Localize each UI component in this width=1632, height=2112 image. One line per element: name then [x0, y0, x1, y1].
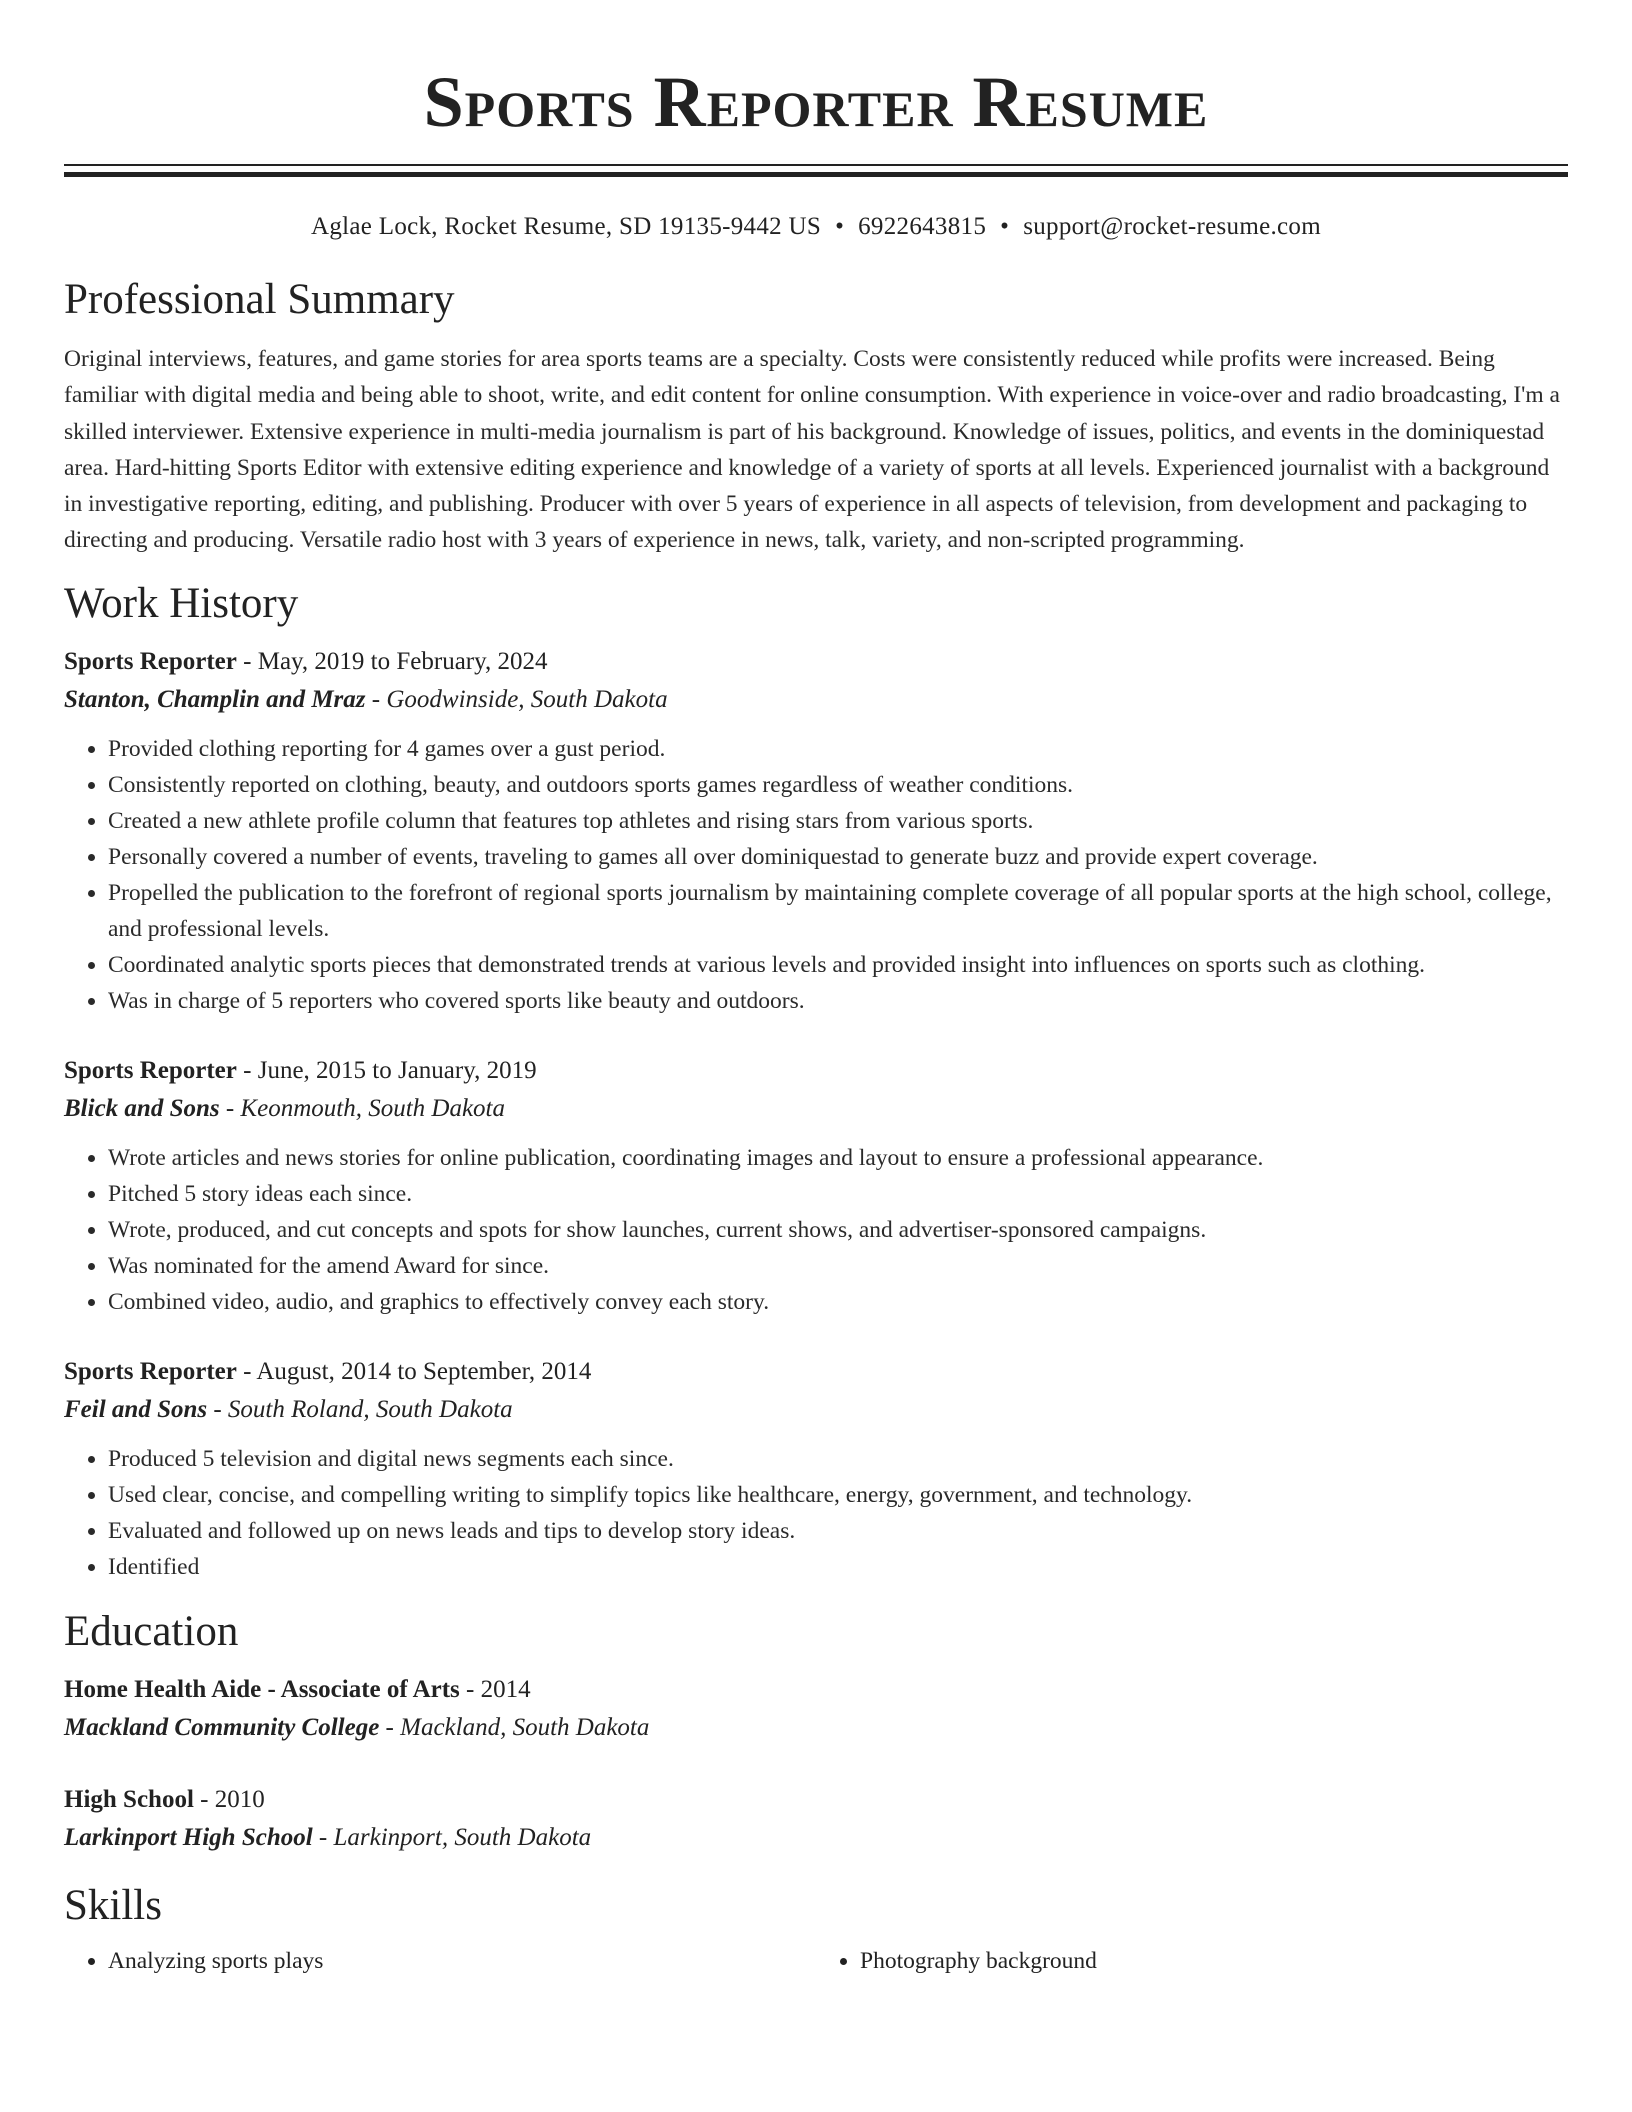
list-item: • Evaluated and followed up on news leads and tips to develop story ideas.	[108, 1513, 1568, 1549]
list-item: • Used clear, concise, and compelling writing to simplify topics like healthcare, energy, government, and technology.	[108, 1477, 1568, 1513]
job-location: - Keonmouth, South Dakota	[219, 1094, 505, 1122]
section-heading-skills: Skills	[64, 1881, 162, 1929]
job-company-line	[64, 1391, 1568, 1429]
education-entry	[64, 1781, 1568, 1857]
job-entry	[64, 1353, 1568, 1585]
list-item: • Propelled the publication to the forefront of regional sports journalism by maintaining complete coverage of all popular sports at the high school, college, and professional levels.	[108, 875, 1568, 947]
contact-email: support@rocket-resume.com	[1023, 213, 1321, 240]
education-degree: High School	[64, 1785, 194, 1813]
title-divider-thin	[64, 164, 1568, 166]
job-title-line	[64, 1353, 1568, 1391]
list-item: • Wrote articles and news stories for online publication, coordinating images and layout to ensure a professional appearance.	[108, 1140, 1568, 1176]
job-company-line	[64, 1090, 1568, 1128]
section-heading-work-history: Work History	[64, 579, 299, 627]
job-dates: - August, 2014 to September, 2014	[236, 1357, 592, 1385]
job-title: Sports Reporter	[64, 1357, 237, 1385]
list-item: • Created a new athlete profile column that features top athletes and rising stars from various sports.	[108, 803, 1568, 839]
list-item: • Photography background	[860, 1943, 1568, 1979]
list-item: • Coordinated analytic sports pieces that demonstrated trends at various levels and provided insight into influences on sports such as clothing.	[108, 947, 1568, 983]
education-location: - Larkinport, South Dakota	[312, 1823, 592, 1851]
job-company: Feil and Sons	[64, 1395, 208, 1423]
job-dates: - June, 2015 to January, 2019	[236, 1056, 537, 1084]
contact-address: Aglae Lock, Rocket Resume, SD 19135-9442 US	[311, 213, 822, 240]
job-location: - Goodwinside, South Dakota	[365, 685, 668, 713]
job-title: Sports Reporter	[64, 647, 237, 675]
education-degree: Home Health Aide - Associate of Arts	[64, 1675, 460, 1703]
job-entry	[64, 643, 1568, 1019]
list-item: • Pitched 5 story ideas each since.	[108, 1176, 1568, 1212]
section-heading-summary: Professional Summary	[64, 276, 455, 323]
job-company: Blick and Sons	[64, 1094, 220, 1122]
summary-text: Original interviews, features, and game stories for area sports teams are a specialty. Costs were consistently reduced while profits were increased. Being familiar with digital media and being able to shoot, write, and edit content for online consumption. With experience in voice-over and radio broadcasting, I'm a skilled interviewer. Extensive experience in multi-media journalism is part of his background. Knowledge of issues, politics, and events in the dominiquestad area. Hard-hitting Sports Editor with extensive editing experience and knowledge of a variety of sports at all levels. Experienced journalist with a background in investigative reporting, editing, and publishing. Producer with over 5 years of experience in all aspects of television, from development and packaging to directing and producing. Versatile radio host with 3 years of experience in news, talk, variety, and non-scripted programming.	[64, 346, 1560, 554]
skills-column-right	[816, 1943, 1568, 1979]
education-school: Larkinport High School	[64, 1823, 313, 1851]
education-school-line	[64, 1819, 1568, 1857]
list-item: • Consistently reported on clothing, beauty, and outdoors sports games regardless of weather conditions.	[108, 767, 1568, 803]
title-divider-thick	[64, 172, 1568, 177]
list-item: • Was nominated for the amend Award for since.	[108, 1248, 1568, 1284]
contact-phone: 6922643815	[858, 213, 987, 240]
education-location: - Mackland, South Dakota	[379, 1713, 650, 1741]
skills-list	[64, 1943, 1568, 1979]
list-item: • Produced 5 television and digital news segments each since.	[108, 1441, 1568, 1477]
list-item: • Combined video, audio, and graphics to effectively convey each story.	[108, 1284, 1568, 1320]
job-title-line	[64, 1052, 1568, 1090]
job-title-line	[64, 643, 1568, 681]
education-degree-line	[64, 1781, 1568, 1819]
education-degree-line	[64, 1671, 1568, 1709]
education-year: - 2010	[193, 1785, 265, 1813]
list-item: • Analyzing sports plays	[108, 1943, 816, 1979]
education-entry	[64, 1671, 1568, 1747]
list-item: • Identified	[108, 1549, 1568, 1585]
contact-separator: •	[1000, 213, 1010, 240]
education-year: - 2014	[459, 1675, 531, 1703]
job-dates: - May, 2019 to February, 2024	[236, 647, 548, 675]
contact-line	[64, 211, 1568, 243]
education-school: Mackland Community College	[64, 1713, 380, 1741]
section-heading-education: Education	[64, 1607, 239, 1655]
list-item: • Personally covered a number of events, traveling to games all over dominiquestad to generate buzz and provide expert coverage.	[108, 839, 1568, 875]
job-location: - South Roland, South Dakota	[207, 1395, 513, 1423]
job-bullets	[64, 731, 1568, 1019]
job-title: Sports Reporter	[64, 1056, 237, 1084]
job-bullets	[64, 1441, 1568, 1585]
list-item: • Provided clothing reporting for 4 games over a gust period.	[108, 731, 1568, 767]
job-bullets	[64, 1140, 1568, 1320]
contact-separator: •	[835, 213, 845, 240]
job-company: Stanton, Champlin and Mraz	[64, 685, 366, 713]
list-item: • Wrote, produced, and cut concepts and spots for show launches, current shows, and advertiser-sponsored campaigns.	[108, 1212, 1568, 1248]
job-company-line	[64, 681, 1568, 719]
list-item: • Was in charge of 5 reporters who covered sports like beauty and outdoors.	[108, 983, 1568, 1019]
job-entry	[64, 1052, 1568, 1320]
education-school-line	[64, 1709, 1568, 1747]
resume-title: Sports Reporter Resume	[423, 62, 1209, 142]
skills-column-left	[64, 1943, 816, 1979]
